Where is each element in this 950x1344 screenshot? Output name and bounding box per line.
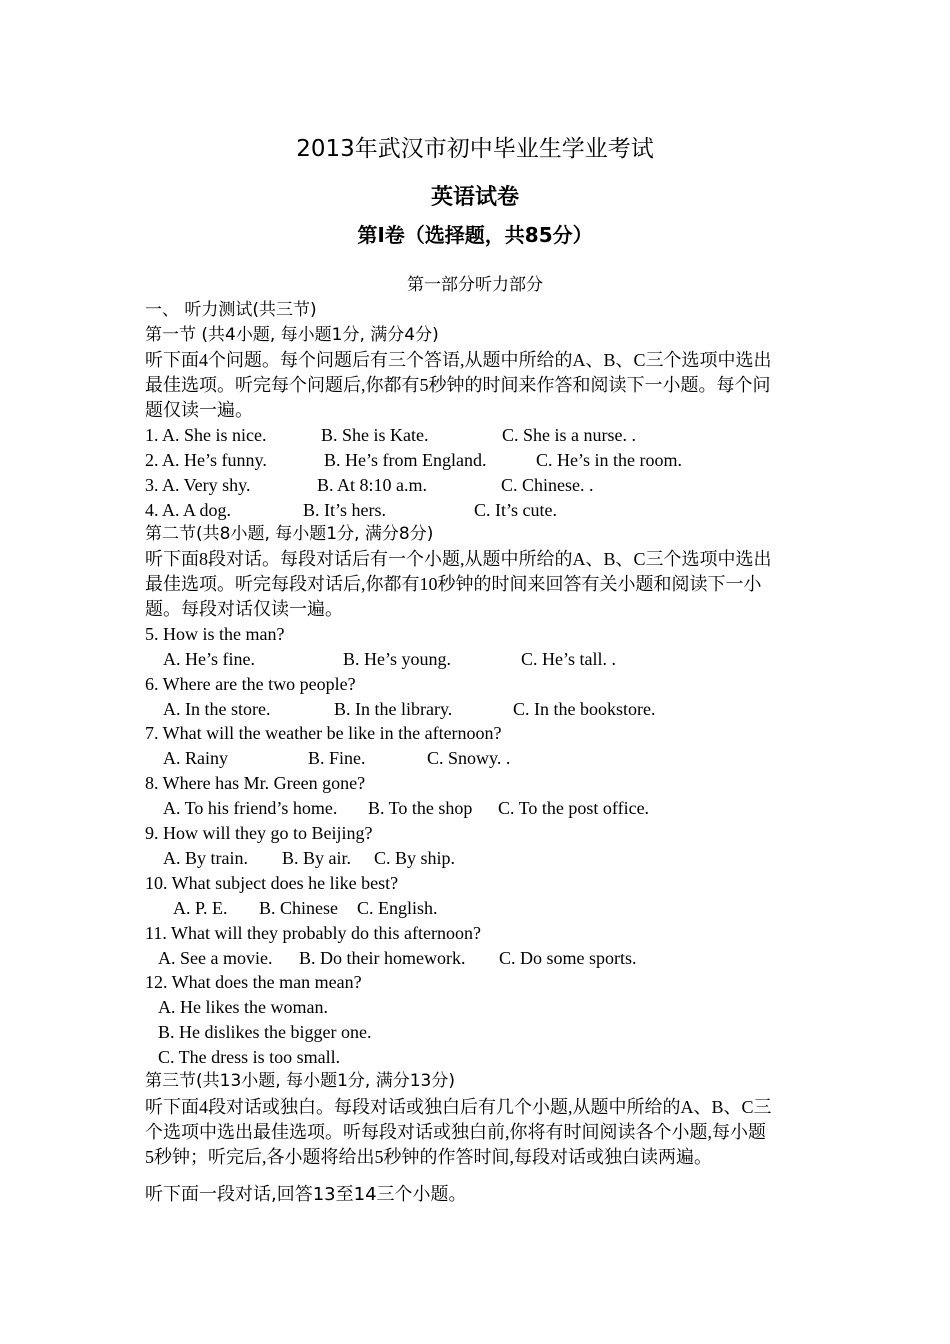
question-12-stem: 12. What does the man mean? [145,972,362,992]
section2-instruction: 最佳选项。听完每段对话后,你都有10秒钟的时间来回答有关小题和阅读下一小 [145,574,762,594]
question-10-stem: 10. What subject does he like best? [145,873,399,893]
option-b: B. In the library. [334,699,453,719]
question-7-stem: 7. What will the weather be like in the afternoon? [145,723,502,743]
option-c: C. By ship. [374,848,456,868]
option-c: C. In the bookstore. [513,699,656,719]
option-b: B. To the shop [368,798,473,818]
section3-instruction: 个选项中选出最佳选项。听每段对话或独白前,你将有时间阅读各个小题,每小题 [145,1122,766,1142]
option-a: A. See a movie. [158,948,273,968]
option-a: 2. A. He’s funny. [145,450,267,470]
option-b: B. It’s hers. [303,500,386,520]
question-6-stem: 6. Where are the two people? [145,674,356,694]
section2-instruction: 听下面8段对话。每段对话后有一个小题,从题中所给的A、B、C三个选项中选出 [145,549,772,569]
option-c: C. Snowy. . [427,748,511,768]
option-b: B. She is Kate. [321,425,429,445]
exam-title: 2013年武汉市初中毕业生学业考试 [296,136,654,162]
section1-instruction: 听下面4个问题。每个问题后有三个答语,从题中所给的A、B、C三个选项中选出 [145,350,772,370]
exam-subject: 英语试卷 [430,185,519,210]
option-c: C. The dress is too small. [158,1047,341,1067]
option-a: A. He’s fine. [163,649,255,669]
section1-instruction: 题仅读一遍。 [145,400,253,420]
option-a: 3. A. Very shy. [145,475,251,495]
section2-instruction: 题。每段对话仅读一遍。 [145,599,343,619]
question-5-stem: 5. How is the man? [145,624,285,644]
option-c: C. He’s tall. . [521,649,616,669]
section3-instruction: 听下面4段对话或独白。每段对话或独白后有几个小题,从题中所给的A、B、C三 [145,1097,772,1117]
section1-instruction: 最佳选项。听完每个问题后,你都有5秒钟的时间来作答和阅读下一小题。每个问 [145,375,771,395]
option-b: B. He’s young. [343,649,451,669]
option-b: B. He dislikes the bigger one. [158,1022,372,1042]
option-c: C. Chinese. . [501,475,594,495]
section3-heading: 第三节(共13小题, 每小题1分, 满分13分) [145,1071,455,1091]
option-c: C. He’s in the room. [536,450,682,470]
option-c: C. It’s cute. [474,500,557,520]
section-main-heading: 一、 听力测试(共三节) [145,300,317,320]
option-a: A. Rainy [163,748,228,768]
option-b: B. By air. [282,848,352,868]
question-8-stem: 8. Where has Mr. Green gone? [145,773,366,793]
option-c: C. To the post office. [498,798,650,818]
option-b: B. Do their homework. [299,948,466,968]
section1-heading: 第一节 (共4小题, 每小题1分, 满分4分) [145,325,439,345]
option-c: C. She is a nurse. . [502,425,636,445]
option-a: A. By train. [163,848,248,868]
option-a: A. To his friend’s home. [163,798,338,818]
option-c: C. English. [357,898,438,918]
question-9-stem: 9. How will they go to Beijing? [145,823,373,843]
section2-heading: 第二节(共8小题, 每小题1分, 满分8分) [145,524,434,544]
option-a: A. He likes the woman. [158,997,328,1017]
section3-prompt: 听下面一段对话,回答13至14三个小题。 [145,1184,467,1205]
part-title: 第一部分听力部分 [407,275,543,295]
option-b: B. He’s from England. [324,450,487,470]
option-a: A. P. E. [173,898,228,918]
option-a: A. In the store. [163,699,271,719]
option-b: B. Fine. [308,748,366,768]
question-11-stem: 11. What will they probably do this afternoon? [145,923,481,943]
volume-title: 第Ⅰ卷（选择题，共85分） [357,223,593,247]
section3-instruction: 5秒钟；听完后,各小题将给出5秒钟的作答时间,每段对话或独白读两遍。 [145,1147,712,1167]
option-a: 1. A. She is nice. [145,425,267,445]
option-b: B. At 8:10 a.m. [317,475,428,495]
option-b: B. Chinese [259,898,338,918]
option-c: C. Do some sports. [499,948,637,968]
option-a: 4. A. A dog. [145,500,232,520]
